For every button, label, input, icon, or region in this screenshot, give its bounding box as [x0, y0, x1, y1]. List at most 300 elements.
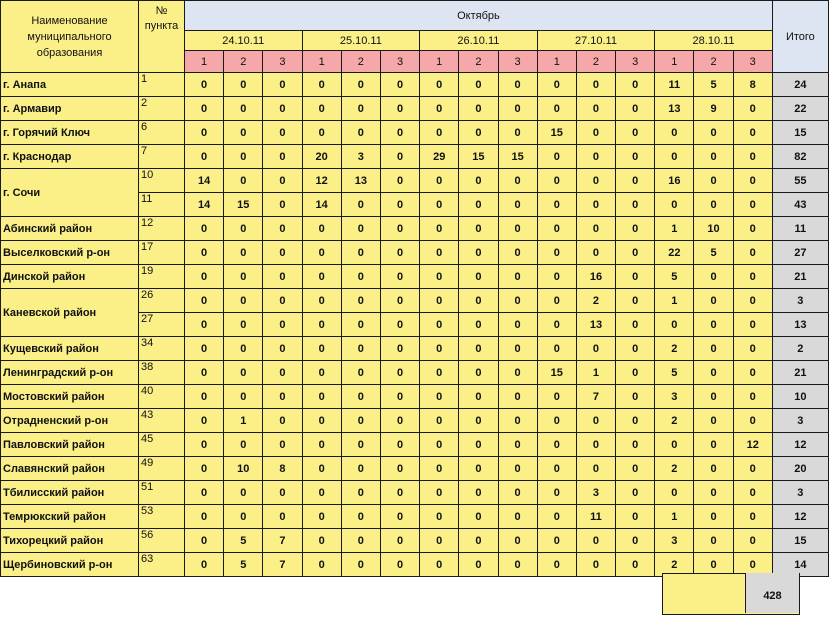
- day-value-cell: 0: [224, 385, 263, 409]
- day-value-cell: 0: [616, 385, 655, 409]
- day-value-cell: 0: [224, 241, 263, 265]
- day-value-cell: 0: [420, 457, 459, 481]
- municipality-name: Тбилисский район: [1, 481, 139, 505]
- day-value-cell: 0: [498, 73, 537, 97]
- day-value-cell: 0: [263, 433, 302, 457]
- day-value-cell: 0: [420, 241, 459, 265]
- day-value-cell: 0: [616, 361, 655, 385]
- point-number: 43: [139, 409, 185, 433]
- day-value-cell: 0: [459, 313, 498, 337]
- month-header: Октябрь: [185, 1, 773, 31]
- row-total-cell: 21: [772, 265, 828, 289]
- day-value-cell: 0: [302, 553, 341, 577]
- day-value-cell: 0: [616, 241, 655, 265]
- day-value-cell: 0: [459, 289, 498, 313]
- day-value-cell: 5: [224, 529, 263, 553]
- day-value-cell: 0: [537, 193, 576, 217]
- day-value-cell: 0: [185, 409, 224, 433]
- day-value-cell: 0: [537, 313, 576, 337]
- day-value-cell: 0: [655, 433, 694, 457]
- day-value-cell: 0: [459, 265, 498, 289]
- header-row-month: [1, 1, 829, 31]
- day-value-cell: 0: [733, 457, 772, 481]
- day-value-cell: 14: [302, 193, 341, 217]
- day-value-cell: 7: [263, 553, 302, 577]
- day-value-cell: 1: [655, 217, 694, 241]
- day-value-cell: 0: [616, 553, 655, 577]
- day-value-cell: 0: [576, 433, 615, 457]
- day-value-cell: 0: [224, 145, 263, 169]
- municipality-name: Мостовский район: [1, 385, 139, 409]
- row-total-cell: 3: [772, 409, 828, 433]
- day-value-cell: 0: [341, 529, 380, 553]
- day-value-cell: 0: [302, 337, 341, 361]
- day-value-cell: 0: [341, 73, 380, 97]
- day-value-cell: 0: [459, 361, 498, 385]
- day-value-cell: 0: [420, 409, 459, 433]
- municipality-name: Щербиновский р-он: [1, 553, 139, 577]
- day-value-cell: 0: [302, 505, 341, 529]
- day-value-cell: 0: [694, 553, 733, 577]
- day-value-cell: 0: [185, 553, 224, 577]
- day-value-cell: 0: [459, 481, 498, 505]
- row-total-cell: 22: [772, 97, 828, 121]
- row-total-cell: 3: [772, 289, 828, 313]
- day-value-cell: 12: [733, 433, 772, 457]
- day-value-cell: 0: [733, 505, 772, 529]
- day-value-cell: 0: [185, 457, 224, 481]
- day-value-cell: 0: [341, 193, 380, 217]
- day-value-cell: 0: [733, 217, 772, 241]
- day-value-cell: 0: [733, 337, 772, 361]
- day-value-cell: 0: [263, 193, 302, 217]
- day-value-cell: 0: [459, 217, 498, 241]
- day-value-cell: 0: [263, 337, 302, 361]
- day-value-cell: 0: [185, 481, 224, 505]
- day-value-cell: 2: [655, 457, 694, 481]
- day-value-cell: 0: [616, 193, 655, 217]
- point-number: 7: [139, 145, 185, 169]
- table-row: [1, 97, 829, 121]
- day-value-cell: 0: [655, 193, 694, 217]
- day-value-cell: 15: [498, 145, 537, 169]
- day-value-cell: 0: [185, 385, 224, 409]
- day-value-cell: 0: [420, 385, 459, 409]
- day-value-cell: 0: [341, 217, 380, 241]
- day-value-cell: 0: [380, 265, 419, 289]
- day-value-cell: 2: [655, 553, 694, 577]
- day-value-cell: 0: [498, 529, 537, 553]
- day-value-cell: 0: [341, 337, 380, 361]
- day-value-cell: 0: [694, 529, 733, 553]
- point-number: 34: [139, 337, 185, 361]
- day-value-cell: 0: [263, 217, 302, 241]
- day-value-cell: 0: [224, 337, 263, 361]
- day-value-cell: 0: [263, 145, 302, 169]
- day-value-cell: 0: [420, 361, 459, 385]
- day-value-cell: 10: [694, 217, 733, 241]
- subcolumn-header: 2: [694, 51, 733, 73]
- day-value-cell: 0: [537, 73, 576, 97]
- point-number: 11: [139, 193, 185, 217]
- day-value-cell: 0: [224, 433, 263, 457]
- day-value-cell: 3: [341, 145, 380, 169]
- day-value-cell: 0: [420, 265, 459, 289]
- municipality-name: г. Армавир: [1, 97, 139, 121]
- day-value-cell: 0: [537, 217, 576, 241]
- day-value-cell: 0: [420, 337, 459, 361]
- day-value-cell: 0: [537, 385, 576, 409]
- day-value-cell: 0: [380, 505, 419, 529]
- day-value-cell: 9: [694, 97, 733, 121]
- day-value-cell: 0: [420, 553, 459, 577]
- day-value-cell: 0: [459, 337, 498, 361]
- row-total-cell: 55: [772, 169, 828, 193]
- day-value-cell: 8: [263, 457, 302, 481]
- day-value-cell: 0: [380, 529, 419, 553]
- day-value-cell: 0: [302, 457, 341, 481]
- table-row: [1, 169, 829, 193]
- table-row: [1, 433, 829, 457]
- day-value-cell: 0: [185, 73, 224, 97]
- day-value-cell: 0: [733, 553, 772, 577]
- day-value-cell: 0: [185, 289, 224, 313]
- day-value-cell: 0: [616, 73, 655, 97]
- subcolumn-header: 1: [302, 51, 341, 73]
- day-value-cell: 0: [498, 457, 537, 481]
- row-total-cell: 21: [772, 361, 828, 385]
- row-total-cell: 10: [772, 385, 828, 409]
- table-row: [1, 289, 829, 313]
- day-value-cell: 0: [733, 313, 772, 337]
- day-value-cell: 0: [341, 97, 380, 121]
- day-value-cell: 22: [655, 241, 694, 265]
- point-number: 45: [139, 433, 185, 457]
- day-value-cell: 0: [420, 505, 459, 529]
- day-value-cell: 0: [498, 289, 537, 313]
- day-value-cell: 0: [224, 505, 263, 529]
- day-value-cell: 0: [498, 97, 537, 121]
- municipality-name: Выселковский р-он: [1, 241, 139, 265]
- day-value-cell: 7: [263, 529, 302, 553]
- day-value-cell: 0: [576, 145, 615, 169]
- day-value-cell: 10: [224, 457, 263, 481]
- row-total-cell: 20: [772, 457, 828, 481]
- day-value-cell: 0: [537, 433, 576, 457]
- subcolumn-header: 1: [537, 51, 576, 73]
- subcolumn-header: 2: [224, 51, 263, 73]
- day-value-cell: 0: [380, 433, 419, 457]
- grand-total-value: 428: [745, 573, 799, 613]
- day-value-cell: 0: [185, 265, 224, 289]
- day-value-cell: 0: [694, 433, 733, 457]
- municipality-name: Тихорецкий район: [1, 529, 139, 553]
- day-value-cell: 0: [302, 313, 341, 337]
- day-value-cell: 20: [302, 145, 341, 169]
- table-row: [1, 481, 829, 505]
- day-value-cell: 0: [498, 553, 537, 577]
- day-value-cell: 0: [498, 361, 537, 385]
- day-value-cell: 0: [616, 289, 655, 313]
- day-value-cell: 0: [263, 289, 302, 313]
- day-value-cell: 0: [263, 505, 302, 529]
- day-value-cell: 0: [380, 217, 419, 241]
- day-value-cell: 13: [576, 313, 615, 337]
- day-value-cell: 0: [185, 337, 224, 361]
- day-value-cell: 1: [655, 505, 694, 529]
- row-total-cell: 12: [772, 433, 828, 457]
- subcolumn-header: 3: [380, 51, 419, 73]
- subcolumn-header: 3: [616, 51, 655, 73]
- day-value-cell: 0: [341, 433, 380, 457]
- day-value-cell: 0: [224, 481, 263, 505]
- table-row: [1, 505, 829, 529]
- day-value-cell: 0: [616, 529, 655, 553]
- day-value-cell: 0: [224, 265, 263, 289]
- day-value-cell: 0: [302, 289, 341, 313]
- day-value-cell: 0: [576, 457, 615, 481]
- day-value-cell: 0: [185, 529, 224, 553]
- day-value-cell: 0: [420, 169, 459, 193]
- day-value-cell: 0: [498, 409, 537, 433]
- date-header: 28.10.11: [655, 31, 773, 51]
- point-number: 38: [139, 361, 185, 385]
- day-value-cell: 0: [263, 409, 302, 433]
- row-total-cell: 14: [772, 553, 828, 577]
- day-value-cell: 0: [616, 457, 655, 481]
- day-value-cell: 0: [733, 385, 772, 409]
- day-value-cell: 0: [576, 97, 615, 121]
- day-value-cell: 0: [537, 553, 576, 577]
- day-value-cell: 0: [616, 145, 655, 169]
- day-value-cell: 0: [459, 193, 498, 217]
- day-value-cell: 0: [341, 265, 380, 289]
- day-value-cell: 0: [185, 145, 224, 169]
- day-value-cell: 0: [694, 337, 733, 361]
- day-value-cell: 0: [694, 193, 733, 217]
- day-value-cell: 0: [655, 481, 694, 505]
- day-value-cell: 0: [459, 73, 498, 97]
- day-value-cell: 0: [537, 241, 576, 265]
- municipality-name: Динской район: [1, 265, 139, 289]
- day-value-cell: 0: [380, 97, 419, 121]
- row-total-cell: 15: [772, 121, 828, 145]
- subcolumn-header: 3: [498, 51, 537, 73]
- municipality-name: Отрадненский р-он: [1, 409, 139, 433]
- day-value-cell: 13: [655, 97, 694, 121]
- day-value-cell: 2: [576, 289, 615, 313]
- table-row: [1, 265, 829, 289]
- day-value-cell: 0: [341, 553, 380, 577]
- subcolumn-header: 2: [459, 51, 498, 73]
- subcolumn-header: 1: [655, 51, 694, 73]
- day-value-cell: 0: [302, 529, 341, 553]
- day-value-cell: 0: [380, 481, 419, 505]
- day-value-cell: 0: [694, 265, 733, 289]
- day-value-cell: 0: [459, 553, 498, 577]
- day-value-cell: 0: [576, 217, 615, 241]
- day-value-cell: 0: [694, 457, 733, 481]
- day-value-cell: 0: [341, 409, 380, 433]
- day-value-cell: 0: [263, 481, 302, 505]
- day-value-cell: 11: [655, 73, 694, 97]
- day-value-cell: 0: [733, 97, 772, 121]
- row-total-cell: 11: [772, 217, 828, 241]
- day-value-cell: 0: [576, 529, 615, 553]
- day-value-cell: 0: [576, 409, 615, 433]
- point-number: 6: [139, 121, 185, 145]
- day-value-cell: 0: [537, 169, 576, 193]
- day-value-cell: 0: [420, 73, 459, 97]
- day-value-cell: 0: [380, 193, 419, 217]
- municipality-name: Каневской район: [1, 289, 139, 337]
- day-value-cell: 0: [185, 217, 224, 241]
- municipality-name: г. Анапа: [1, 73, 139, 97]
- day-value-cell: 1: [576, 361, 615, 385]
- day-value-cell: 15: [459, 145, 498, 169]
- day-value-cell: 0: [224, 361, 263, 385]
- day-value-cell: 0: [185, 313, 224, 337]
- day-value-cell: 0: [341, 385, 380, 409]
- day-value-cell: 12: [302, 169, 341, 193]
- day-value-cell: 0: [185, 241, 224, 265]
- point-number: 17: [139, 241, 185, 265]
- municipality-name: Кущевский район: [1, 337, 139, 361]
- subcolumn-header: 3: [733, 51, 772, 73]
- day-value-cell: 0: [185, 97, 224, 121]
- day-value-cell: 0: [537, 457, 576, 481]
- day-value-cell: 0: [616, 433, 655, 457]
- day-value-cell: 0: [459, 169, 498, 193]
- day-value-cell: 0: [655, 145, 694, 169]
- day-value-cell: 7: [576, 385, 615, 409]
- point-number: 10: [139, 169, 185, 193]
- day-value-cell: 0: [302, 265, 341, 289]
- subcolumn-header: 1: [420, 51, 459, 73]
- day-value-cell: 0: [694, 361, 733, 385]
- day-value-cell: 0: [459, 409, 498, 433]
- day-value-cell: 0: [341, 289, 380, 313]
- table-row: [1, 409, 829, 433]
- day-value-cell: 0: [498, 337, 537, 361]
- day-value-cell: 0: [498, 433, 537, 457]
- day-value-cell: 0: [185, 361, 224, 385]
- day-value-cell: 0: [459, 505, 498, 529]
- row-total-cell: 15: [772, 529, 828, 553]
- day-value-cell: 0: [576, 193, 615, 217]
- table-row: [1, 217, 829, 241]
- day-value-cell: 0: [302, 121, 341, 145]
- day-value-cell: 0: [537, 289, 576, 313]
- day-value-cell: 0: [380, 553, 419, 577]
- table-row: [1, 385, 829, 409]
- day-value-cell: 0: [185, 121, 224, 145]
- day-value-cell: 0: [420, 433, 459, 457]
- day-value-cell: 0: [420, 313, 459, 337]
- day-value-cell: 0: [498, 169, 537, 193]
- day-value-cell: 0: [616, 97, 655, 121]
- day-value-cell: 0: [263, 121, 302, 145]
- day-value-cell: 0: [733, 361, 772, 385]
- day-value-cell: 0: [263, 73, 302, 97]
- day-value-cell: 0: [694, 169, 733, 193]
- day-value-cell: 0: [694, 409, 733, 433]
- day-value-cell: 13: [341, 169, 380, 193]
- day-value-cell: 0: [380, 313, 419, 337]
- subcolumn-header: 3: [263, 51, 302, 73]
- day-value-cell: 0: [694, 481, 733, 505]
- municipality-name: Темрюкский район: [1, 505, 139, 529]
- day-value-cell: 0: [576, 553, 615, 577]
- day-value-cell: 0: [694, 121, 733, 145]
- day-value-cell: 0: [498, 121, 537, 145]
- point-number: 2: [139, 97, 185, 121]
- day-value-cell: 0: [263, 361, 302, 385]
- row-total-cell: 43: [772, 193, 828, 217]
- day-value-cell: 0: [694, 505, 733, 529]
- municipality-name: г. Горячий Ключ: [1, 121, 139, 145]
- date-header: 26.10.11: [420, 31, 538, 51]
- row-total-cell: 82: [772, 145, 828, 169]
- day-value-cell: 3: [576, 481, 615, 505]
- day-value-cell: 0: [576, 121, 615, 145]
- day-value-cell: 0: [537, 409, 576, 433]
- day-value-cell: 0: [263, 97, 302, 121]
- row-total-cell: 24: [772, 73, 828, 97]
- date-header: 27.10.11: [537, 31, 655, 51]
- day-value-cell: 5: [655, 361, 694, 385]
- date-header: 25.10.11: [302, 31, 420, 51]
- row-total-cell: 2: [772, 337, 828, 361]
- day-value-cell: 0: [576, 169, 615, 193]
- day-value-cell: 0: [694, 289, 733, 313]
- point-number: 63: [139, 553, 185, 577]
- day-value-cell: 16: [576, 265, 615, 289]
- day-value-cell: 0: [616, 121, 655, 145]
- day-value-cell: 0: [459, 385, 498, 409]
- table-row: [1, 337, 829, 361]
- day-value-cell: 0: [380, 169, 419, 193]
- table-row: [1, 145, 829, 169]
- day-value-cell: 0: [263, 265, 302, 289]
- day-value-cell: 0: [302, 361, 341, 385]
- municipality-name: Славянский район: [1, 457, 139, 481]
- table-row: [1, 73, 829, 97]
- day-value-cell: 0: [380, 361, 419, 385]
- day-value-cell: 0: [302, 73, 341, 97]
- day-value-cell: 0: [616, 409, 655, 433]
- day-value-cell: 0: [224, 169, 263, 193]
- day-value-cell: 0: [263, 169, 302, 193]
- municipality-name: г. Сочи: [1, 169, 139, 217]
- day-value-cell: 0: [498, 217, 537, 241]
- day-value-cell: 0: [224, 313, 263, 337]
- day-value-cell: 0: [302, 409, 341, 433]
- point-number: 27: [139, 313, 185, 337]
- day-value-cell: 0: [420, 97, 459, 121]
- column-header-name: Наименование муниципального образования: [1, 1, 139, 73]
- subcolumn-header: 1: [185, 51, 224, 73]
- municipality-name: Ленинградский р-он: [1, 361, 139, 385]
- point-number: 49: [139, 457, 185, 481]
- municipality-name: г. Краснодар: [1, 145, 139, 169]
- day-value-cell: 0: [733, 241, 772, 265]
- day-value-cell: 0: [224, 289, 263, 313]
- day-value-cell: 0: [302, 97, 341, 121]
- day-value-cell: 0: [185, 505, 224, 529]
- day-value-cell: 0: [733, 121, 772, 145]
- day-value-cell: 0: [302, 385, 341, 409]
